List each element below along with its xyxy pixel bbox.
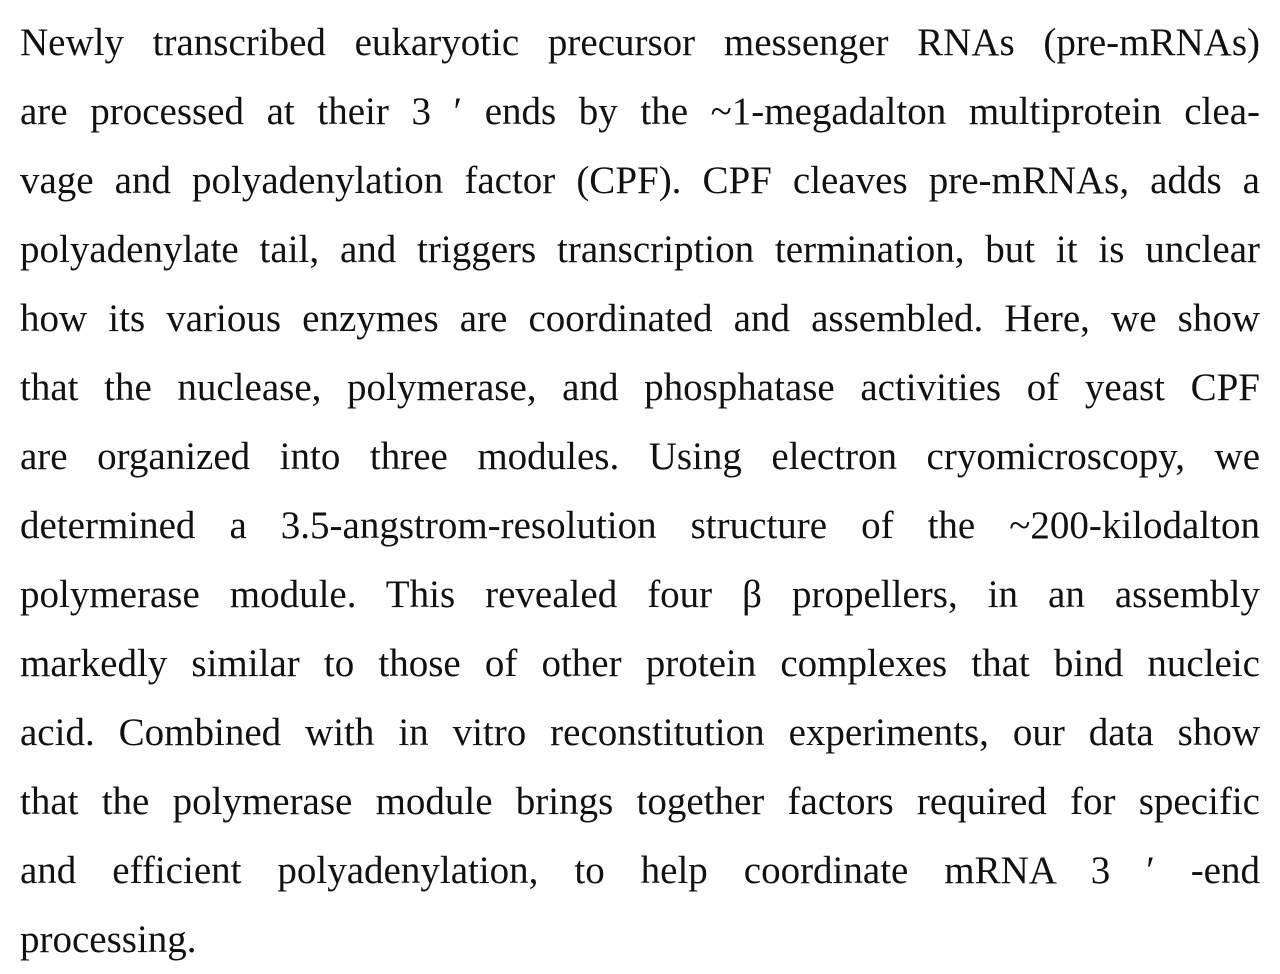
text-line: determined a 3.5-angstrom-resolution structure of the ~200-kilodalton bbox=[20, 504, 1260, 547]
text-line: how its various enzymes are coordinated and assembled. Here, we show bbox=[20, 297, 1260, 340]
text-line: that the polymerase module brings together factors required for specific bbox=[20, 780, 1260, 823]
abstract-paragraph bbox=[20, 8, 1260, 974]
text-line: polymerase module. This revealed four β propellers, in an assembly bbox=[20, 573, 1260, 616]
text-line: markedly similar to those of other protein complexes that bind nucleic bbox=[20, 642, 1260, 685]
text-line: and efficient polyadenylation, to help coordinate mRNA 3 ′ -end bbox=[20, 849, 1260, 892]
text-line: that the nuclease, polymerase, and phosphatase activities of yeast CPF bbox=[20, 366, 1260, 409]
text-line: are processed at their 3 ′ ends by the ~1-megadalton multiprotein clea- bbox=[20, 90, 1260, 133]
text-line: polyadenylate tail, and triggers transcription termination, but it is unclear bbox=[20, 228, 1260, 271]
text-line: Newly transcribed eukaryotic precursor messenger RNAs (pre-mRNAs) bbox=[20, 21, 1260, 64]
text-line: are organized into three modules. Using electron cryomicroscopy, we bbox=[20, 435, 1260, 478]
text-line: acid. Combined with in vitro reconstitution experiments, our data show bbox=[20, 711, 1260, 754]
text-line-last: processing. bbox=[20, 918, 197, 961]
text-line: vage and polyadenylation factor (CPF). CPF cleaves pre-mRNAs, adds a bbox=[20, 159, 1260, 202]
